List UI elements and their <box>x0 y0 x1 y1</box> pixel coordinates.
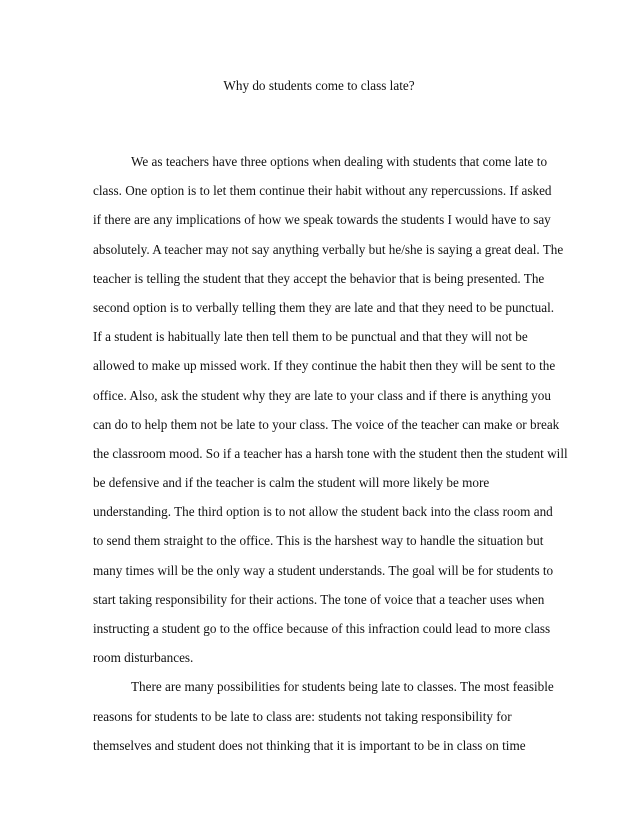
text-line: There are many possibilities for students being late to classes. The most feasible <box>131 679 554 695</box>
text-line: to send them straight to the office. This is the harshest way to handle the situation but <box>93 533 544 549</box>
text-line: if there are any implications of how we speak towards the students I would have to say <box>93 212 551 228</box>
text-line: room disturbances. <box>93 650 194 666</box>
text-line: We as teachers have three options when dealing with students that come late to <box>131 154 548 169</box>
text-line: allowed to make up missed work. If they continue the habit then they will be sent to the <box>93 358 556 374</box>
text-line: teacher is telling the student that they accept the behavior that is being presented. The <box>93 270 545 286</box>
text-line: reasons for students to be late to class are: students not taking responsibility for <box>93 708 512 724</box>
text-line: many times will be the only way a student understands. The goal will be for students to <box>93 562 554 578</box>
text-line: office. Also, ask the student why they are late to your class and if there is anything you <box>93 387 551 403</box>
document-title: Why do students come to class late? <box>223 78 415 93</box>
document-body <box>93 147 568 760</box>
text-line: instructing a student go to the office because of this infraction could lead to more class <box>93 621 551 636</box>
text-line: be defensive and if the teacher is calm the student will more likely be more <box>93 475 490 491</box>
text-line: second option is to verbally telling them they are late and that they need to be punctual. <box>93 299 555 315</box>
text-line: the classroom mood. So if a teacher has a harsh tone with the student then the student will <box>93 445 568 461</box>
text-line: absolutely. A teacher may not say anything verbally but he/she is saying a great deal. The <box>93 241 564 257</box>
text-line: themselves and student does not thinking that it is important to be in class on time <box>93 737 526 753</box>
text-line: If a student is habitually late then tell them to be punctual and that they will not be <box>93 329 528 345</box>
text-line: can do to help them not be late to your class. The voice of the teacher can make or break <box>93 416 560 432</box>
text-line: class. One option is to let them continue their habit without any repercussions. If asked <box>93 183 552 199</box>
text-line: start taking responsibility for their actions. The tone of voice that a teacher uses when <box>93 591 545 607</box>
text-line: understanding. The third option is to not allow the student back into the class room and <box>93 504 553 520</box>
